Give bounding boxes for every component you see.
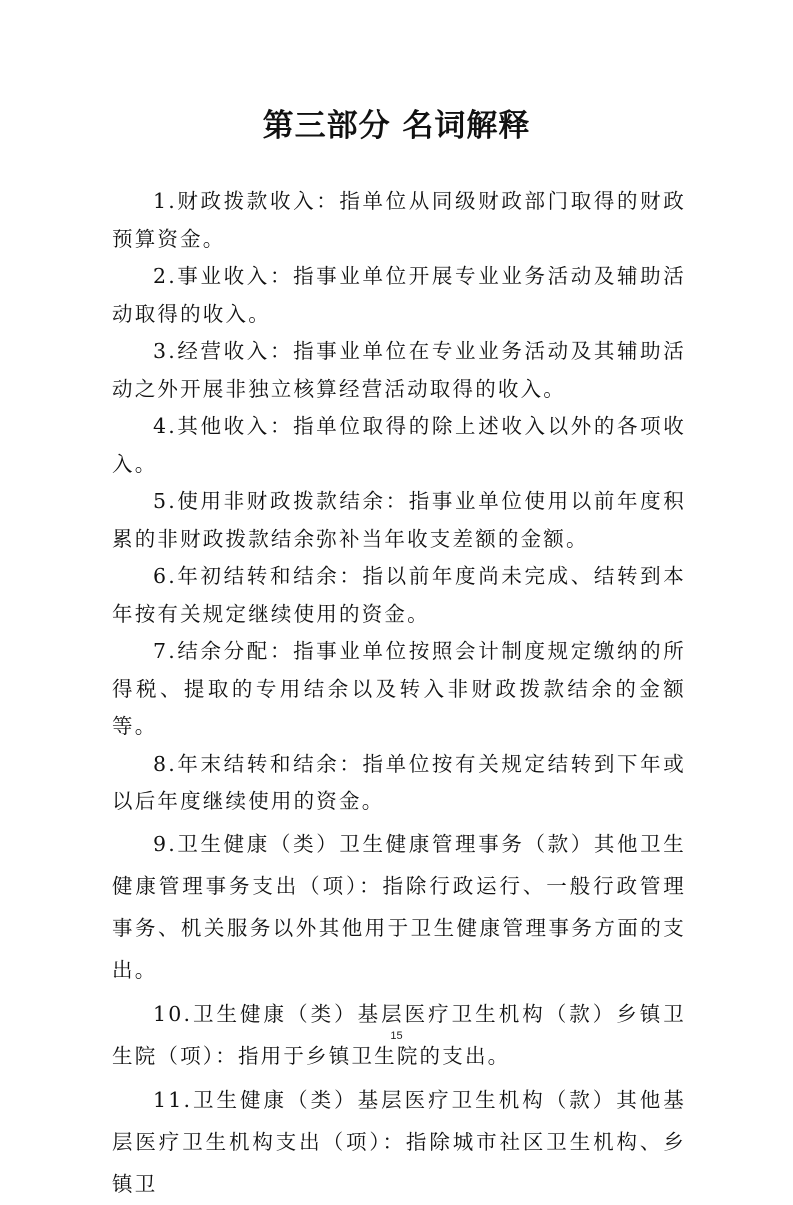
paragraph-8: 8.年末结转和结余：指单位按有关规定结转到下年或以后年度继续使用的资金。 (112, 751, 686, 813)
paragraph-4: 4.其他收入：指单位取得的除上述收入以外的各项收入。 (112, 414, 686, 476)
page-title: 第三部分 名词解释 (262, 108, 531, 144)
paragraph-7: 7.结余分配：指事业单位按照会计制度规定缴纳的所得税、提取的专用结余以及转入非财政拨款结余的金额等。 (112, 639, 686, 738)
page-number: 15 (390, 1030, 403, 1042)
paragraph-5: 5.使用非财政拨款结余：指事业单位使用以前年度积累的非财政拨款结余弥补当年收支差额的金额。 (112, 489, 686, 551)
paragraph-1: 1.财政拨款收入：指单位从同级财政部门取得的财政预算资金。 (112, 189, 686, 251)
document-body (112, 183, 686, 1205)
paragraph-2: 2.事业收入：指事业单位开展专业业务活动及辅助活动取得的收入。 (112, 264, 686, 326)
paragraph-11: 11.卫生健康（类）基层医疗卫生机构（款）其他基层医疗卫生机构支出（项）：指除城市社区卫生机构、乡镇卫 (112, 1087, 686, 1196)
paragraph-10: 10.卫生健康（类）基层医疗卫生机构（款）乡镇卫生院（项）：指用于乡镇卫生院的支出。 (112, 1001, 686, 1068)
paragraph-6: 6.年初结转和结余：指以前年度尚未完成、结转到本年按有关规定继续使用的资金。 (112, 564, 686, 626)
paragraph-9: 9.卫生健康（类）卫生健康管理事务（款）其他卫生健康管理事务支出（项）：指除行政运行、一般行政管理事务、机关服务以外其他用于卫生健康管理事务方面的支出。 (112, 831, 686, 982)
paragraph-3: 3.经营收入：指事业单位在专业业务活动及其辅助活动之外开展非独立核算经营活动取得的收入。 (112, 339, 686, 401)
